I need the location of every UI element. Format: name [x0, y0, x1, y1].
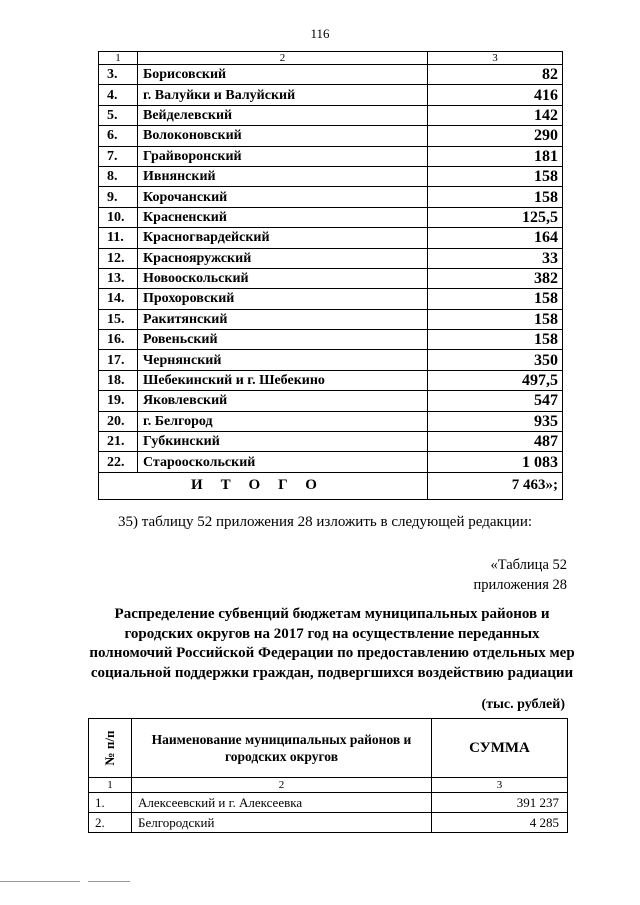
district-name: Ровеньский — [138, 330, 428, 350]
amount: 158 — [428, 330, 563, 350]
row-number: 5. — [99, 105, 138, 125]
row-number: 20. — [99, 411, 138, 431]
table-row — [99, 85, 563, 105]
table-row — [99, 207, 563, 227]
total-row — [99, 472, 563, 499]
appendix-reference-line: приложения 28 — [473, 577, 567, 593]
table-row — [99, 126, 563, 146]
table-row — [99, 289, 563, 309]
amendment-text: 35) таблицу 52 приложения 28 изложить в следующей редакции: — [118, 514, 533, 530]
row-number: 11. — [99, 228, 138, 248]
table-row — [99, 248, 563, 268]
header-number: № п/п — [89, 719, 132, 778]
district-name: г. Белгород — [138, 411, 428, 431]
row-number: 8. — [99, 166, 138, 186]
table-column-numbers — [89, 778, 568, 793]
column-number: 2 — [132, 778, 432, 793]
district-name: Ивнянский — [138, 166, 428, 186]
district-name: Шебекинский и г. Шебекино — [138, 370, 428, 390]
district-name: Прохоровский — [138, 289, 428, 309]
district-name: Яковлевский — [138, 391, 428, 411]
table-reference — [474, 555, 567, 595]
row-number: 7. — [99, 146, 138, 166]
column-number: 3 — [428, 52, 563, 65]
amount: 391 237 — [432, 793, 568, 813]
district-name: Чернянский — [138, 350, 428, 370]
column-number: 3 — [432, 778, 568, 793]
row-number: 13. — [99, 268, 138, 288]
district-name: Ракитянский — [138, 309, 428, 329]
table-reference-line: «Таблица 52 — [490, 557, 567, 573]
district-name: Алексеевский и г. Алексеевка — [132, 793, 432, 813]
row-number: 6. — [99, 126, 138, 146]
table-row — [89, 793, 568, 813]
district-name: Старооскольский — [138, 452, 428, 472]
table-row — [99, 268, 563, 288]
subsidy-table-continued — [98, 51, 563, 500]
row-number: 16. — [99, 330, 138, 350]
row-number: 15. — [99, 309, 138, 329]
district-name: Волоконовский — [138, 126, 428, 146]
amount: 164 — [428, 228, 563, 248]
table-row — [99, 391, 563, 411]
header-sum: СУММА — [432, 719, 568, 778]
table-row — [99, 370, 563, 390]
table-row — [99, 187, 563, 207]
district-name: Вейделевский — [138, 105, 428, 125]
amount: 416 — [428, 85, 563, 105]
district-name: Губкинский — [138, 432, 428, 452]
row-number: 12. — [99, 248, 138, 268]
table-row — [89, 813, 568, 833]
table-row — [99, 330, 563, 350]
table-row — [99, 105, 563, 125]
row-number: 21. — [99, 432, 138, 452]
row-number: 17. — [99, 350, 138, 370]
table-row — [99, 146, 563, 166]
table-row — [99, 166, 563, 186]
amount: 497,5 — [428, 370, 563, 390]
page-number: 116 — [310, 26, 330, 41]
table-column-numbers — [99, 52, 563, 65]
amount: 1 083 — [428, 452, 563, 472]
footer-rule — [0, 881, 80, 882]
district-name: г. Валуйки и Валуйский — [138, 85, 428, 105]
table-header-row — [89, 719, 568, 778]
row-number: 2. — [89, 813, 132, 833]
column-number: 1 — [99, 52, 138, 65]
column-number: 2 — [138, 52, 428, 65]
table-heading: Распределение субвенций бюджетам муниципальных районов и городских округов на 2017 год на осуществление переданных полномочий Российской Федерации по предоставлению отдельных мер социальной поддержки граждан, подвергшихся воздействию радиации — [89, 606, 575, 681]
amount: 158 — [428, 289, 563, 309]
district-name: Красногвардейский — [138, 228, 428, 248]
table-row — [99, 350, 563, 370]
district-name: Грайворонский — [138, 146, 428, 166]
amount: 487 — [428, 432, 563, 452]
amount: 4 285 — [432, 813, 568, 833]
district-name: Борисовский — [138, 65, 428, 85]
amount: 82 — [428, 65, 563, 85]
district-name: Новооскольский — [138, 268, 428, 288]
table-row — [99, 411, 563, 431]
row-number: 10. — [99, 207, 138, 227]
table-row — [99, 309, 563, 329]
district-name: Корочанский — [138, 187, 428, 207]
row-number: 3. — [99, 65, 138, 85]
amount: 158 — [428, 166, 563, 186]
district-name: Красненский — [138, 207, 428, 227]
amount: 181 — [428, 146, 563, 166]
footer-rule — [88, 881, 130, 882]
total-value: 7 463»; — [428, 472, 563, 499]
total-label: ИТОГО — [99, 472, 428, 499]
table-row — [99, 65, 563, 85]
table-row — [99, 432, 563, 452]
table-row — [99, 228, 563, 248]
district-name: Краснояружский — [138, 248, 428, 268]
amount: 158 — [428, 187, 563, 207]
amount: 158 — [428, 309, 563, 329]
amount: 290 — [428, 126, 563, 146]
row-number: 9. — [99, 187, 138, 207]
amount: 142 — [428, 105, 563, 125]
column-number: 1 — [89, 778, 132, 793]
row-number: 22. — [99, 452, 138, 472]
row-number: 18. — [99, 370, 138, 390]
table-row — [99, 452, 563, 472]
row-number: 19. — [99, 391, 138, 411]
amount: 935 — [428, 411, 563, 431]
amount: 547 — [428, 391, 563, 411]
district-name: Белгородский — [132, 813, 432, 833]
amount: 125,5 — [428, 207, 563, 227]
row-number: 14. — [99, 289, 138, 309]
amount: 382 — [428, 268, 563, 288]
amount: 33 — [428, 248, 563, 268]
radiation-subsidy-table — [88, 718, 568, 833]
amount: 350 — [428, 350, 563, 370]
row-number: 1. — [89, 793, 132, 813]
units-label: (тыс. рублей) — [481, 697, 565, 712]
header-name: Наименование муниципальных районов и городских округов — [132, 719, 432, 778]
row-number: 4. — [99, 85, 138, 105]
